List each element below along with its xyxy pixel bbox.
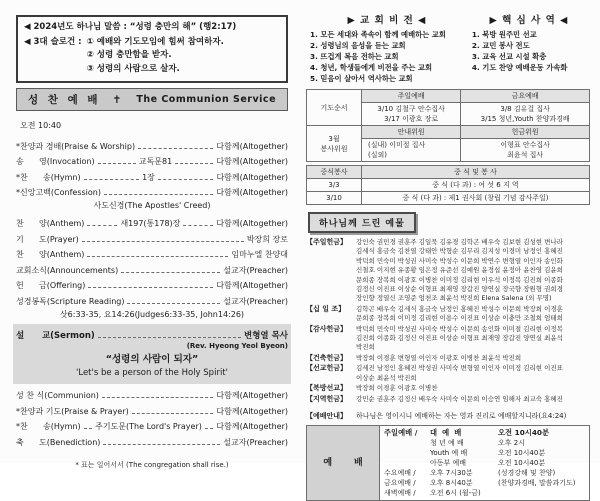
order-right: 박장희 장로 [246,234,288,244]
sunday-prayer-cell [362,103,461,126]
church-vision-section [306,12,468,84]
service-title-korean: 성 찬 예 배 [27,94,101,107]
servers-label-line: 3월 [328,134,340,143]
order-right: 다함께(Altogether) [216,172,289,182]
order-right: 다함께(Altogether) [216,422,288,432]
names-line: 문희종 장복희 이광호 이병찬 이미정 김리현 이우석 이정복 김진희 이종화 [356,275,563,284]
worship-label-cell: 예 배 [307,425,380,500]
prayer-duty-table [306,89,590,162]
offering-names [356,325,590,353]
leader-dots [87,256,228,257]
core-ministry-list [468,29,590,73]
service-time: (성경강해 및 찬양) [498,468,556,477]
order-right: 다함께(Altogether) [216,188,288,198]
servers-label-line: 봉사위원 [320,144,348,153]
service-name: 아동부 예배 [430,458,467,467]
order-center: 새197(통178)장 [120,219,181,229]
friday-service-header: 금요예배 [461,90,590,103]
names-line: 김세식 홍금숙 김찬열 강태안 박형순 김무리 김지성 이경미 남정인 홍혜진 [356,247,563,256]
leader-dots [103,444,220,445]
service-prefix: 금요예배 / [384,478,416,487]
leader-dots [104,194,213,195]
order-row [16,136,288,152]
usher-assignment: (실내) 이미절 집사 [368,141,426,149]
names-line: 문희종 장복희 이미정 김리현 이용수 이진표 이상순 이충만 조철희 엄태희 [356,314,563,323]
order-label: 찬 양(Anthem) [16,250,85,260]
leader-dots [175,163,213,164]
order-row [16,417,288,433]
apostles-creed-line: 사도신경(The Apostles' Creed) [93,201,211,211]
lunch-date: 3/10 [307,192,362,205]
order-row [16,229,288,245]
order-center: 1장 [142,172,155,182]
service-prefix: 주일예배 / [384,427,418,437]
church-vision-list [306,29,468,84]
offering-group-thanksgiving [306,325,590,353]
lunch-service-label: 중식봉사 [307,166,362,179]
core-ministry-title: ▶ 핵 심 사 역 ◀ [489,15,569,26]
vision-item: 2. 성령님의 음성을 듣는 교회 [310,41,406,50]
offering-names [356,305,590,324]
march-servers-label [307,126,362,162]
service-prefix: 새벽예배 / [384,488,416,497]
sermon-row [16,325,288,341]
service-prefix [384,438,430,448]
year-theme-banner [16,15,288,83]
offering-names [356,384,590,393]
leader-dots [127,303,220,304]
leader-dots [205,428,214,429]
vision-item: 3. 뜨겁게 복음 전하는 교회 [310,52,399,61]
service-row [384,458,585,468]
lunch-service-header: 중 식 및 봉 사 [362,166,590,179]
service-title-english: The Communion Service [136,94,277,106]
slogan-block [24,36,280,77]
vision-item: 5. 믿음이 살아서 역사하는 교회 [310,74,413,83]
ministry-item: 4. 기도 찬양 예배운동 가속화 [471,63,568,72]
leader-dots [158,179,214,180]
order-right: 설교자(Preacher) [223,296,288,306]
service-prefix: 수요예배 / [384,468,416,477]
order-row [16,245,288,261]
order-label: 기 도(Prayer) [16,234,79,244]
offering-group-sunday [306,238,590,304]
service-schedule-table [306,425,590,501]
service-title-bar [16,88,288,111]
order-center: 주기도문(The Lord's Prayer) [95,422,202,432]
service-time: 오전 10시40분 [498,458,546,467]
service-name: Youth 예 배 [430,448,468,457]
slogan-item: ① 예배와 기도모임에 힘써 참여하자. [86,36,224,47]
order-right: 설교자(Preacher) [223,265,288,275]
order-center: 교독문81 [138,157,173,167]
service-row [384,448,585,458]
slogan-list [87,36,224,77]
service-time: 오후 2시 [498,438,525,447]
order-row [16,152,288,168]
slogan-item: ③ 성령의 사람으로 살자. [86,63,180,74]
church-vision-title: ▶ 교 회 비 전 ◀ [347,15,427,26]
service-row [384,468,585,478]
worship-guide-line [306,411,590,421]
worship-guide-label: 【예배안내】 [306,411,348,420]
order-row [16,432,288,448]
service-name: 대 예 배 [430,427,462,437]
service-time: 오전 10시40분 [498,448,546,457]
order-label: 교회소식(Announcements) [16,265,119,275]
lunch-service-table [306,165,590,205]
order-right: 다함께(Altogether) [216,406,288,416]
order-row [16,276,288,292]
order-row [16,167,288,183]
offering-group-label: 【주일헌금】 [306,238,348,246]
names-line: 장인향 정열신 조영준 엄천조 최윤석 박진희 Elena Salena (외 무명) [356,294,552,303]
service-name: 오후 7시30분 [430,468,473,477]
leader-dots [183,225,213,226]
year-theme-line: ◀ 2024년도 하나님 말씀 : “성령 충만의 해” (행2:17) [24,22,237,32]
names-line: 김학곤 배우숙 김세식 홍금숙 남정인 홍혜진 박성수 이문희 박장희 이경훈 [356,304,563,313]
page-left-order-of-worship [0,0,300,469]
service-schedule-cell [380,425,590,500]
leader-dots [138,148,213,149]
service-time: 오전 10:40 [20,121,62,131]
prayer-order-label: 기도순서 [307,90,362,126]
offering-names [356,238,590,304]
order-row [16,401,288,417]
sermon-title-english: 'Let's be a person of the Holy Spirit' [76,367,228,378]
leader-dots [82,241,244,242]
page-right-announcements [300,0,600,497]
order-right: 다함께(Altogether) [216,141,288,151]
service-name: 청 년 예 배 [430,438,464,447]
order-right: 임마누엘 찬양대 [231,250,288,260]
sermon-title-korean: “성령의 사람이 되자” [105,353,199,365]
order-label: 성경봉독(Scripture Reading) [16,296,125,306]
offering-assignment: 이형표 안수집사 [500,141,550,149]
ministry-item: 1. 북방 원주민 선교 [471,30,537,39]
leader-dots [132,413,214,414]
offering-group-label: 【지역헌금】 [306,394,348,403]
service-row [384,428,585,438]
leader-dots [98,163,136,164]
offering-group-tithe [306,305,590,324]
service-prefix [384,458,430,468]
ministry-item: 3. 교육 선교 시설 확충 [471,52,547,61]
offering-group-local [306,395,590,404]
usher-assignment: (실외) [368,151,387,159]
order-label: 성 찬 식(Communion) [16,391,99,401]
lunch-detail: 중 식 (다 과) : 여 섯 6 지 역 [362,179,590,192]
order-label: 찬 양(Anthem) [16,219,85,229]
offering-group-building [306,354,590,363]
vision-item: 1. 모든 세대와 족속이 함께 예배하는 교회 [310,30,446,39]
prayer-assignment: 3/17 이광호 장로 [384,115,439,123]
usher-header: 안내위원 [362,126,461,139]
order-right: 다함께(Altogether) [216,157,288,167]
names-line: 박장희 이경훈 변형열 이인자 이광호 이병찬 최윤석 박진희 [356,353,522,362]
offering-names [356,364,590,383]
offerings-section-title: 하나님께 드린 예물 [308,212,416,233]
offering-committee-header: 헌금위원 [461,126,590,139]
rise-footnote: * 표는 일어서서 (The congregation shall rise.) [75,460,229,469]
order-right: 설교자(Preacher) [223,437,288,447]
service-time: 오전 10시40분 [498,427,550,437]
order-row [16,386,288,402]
offering-group-north-mission [306,384,590,393]
service-name: 오후 8시40분 [430,478,473,487]
service-prefix [384,448,430,458]
cross-icon: ✝ [112,93,125,106]
order-row [16,214,288,230]
order-row [16,291,288,307]
lunch-date: 3/3 [307,179,362,192]
names-line: 박진희 [356,343,375,352]
prayer-assignment: 3/8 김유걸 집사 [500,105,550,113]
sermon-label: 설 교(Sermon) [16,330,95,341]
leader-dots [98,337,241,338]
order-label: 헌 금(Offering) [16,281,86,291]
friday-prayer-cell [461,103,590,126]
order-row [16,260,288,276]
order-right: 다함께(Altogether) [216,391,288,401]
leader-dots [88,287,213,288]
names-line: 강민순 권훈주 김정신 배우숙 사미숙 이문희 이승연 임해자 최교숙 홍혜진 [356,394,563,403]
core-ministry-section [468,12,590,84]
order-label: *찬양과 경배(Praise & Worship) [16,141,136,151]
names-line: 박덕희 민숙미 박성권 사미숙 박성수 이문희 송인화 이미절 김리현 이정복 [356,324,563,333]
offering-group-label: 【선교헌금】 [306,364,348,373]
order-label: *찬 송(Hymn) [16,422,81,432]
prayer-assignment: 3/10 김철구 안수집사 [377,105,445,113]
order-right: 다함께(Altogether) [216,281,288,291]
order-label: 송 영(Invocation) [16,157,95,167]
offering-group-label: 【감사헌금】 [306,324,348,333]
service-row [384,438,585,448]
names-line: 강인숙 권민경 권훈주 김일묵 김유경 김학곤 배우숙 김보현 김성현 변나라 [356,238,563,246]
slogan-label: ◀ 3대 슬로건 : [24,36,82,47]
order-label: *신앙고백(Confession) [16,188,101,198]
ministry-item: 2. 교민 봉사 전도 [471,41,530,50]
offering-group-mission [306,364,590,383]
offering-names [356,395,590,404]
slogan-item: ② 성령 충만함을 받자. [86,50,172,61]
usher-cell [362,139,461,162]
names-line: 박덕희 민숙미 박성권 사미숙 박성수 이문희 박연수 변형열 이인자 송인화 [356,256,563,265]
order-label: 축 도(Benediction) [16,437,101,447]
offering-group-label: 【건축헌금】 [306,353,348,362]
offerings-lists [306,238,590,404]
prayer-assignment: 3/15 청년,Youth 찬양과경배 [480,115,570,123]
preacher-name: 변형열 목사 [243,330,288,341]
order-row [16,183,288,199]
order-label: *찬양과 기도(Praise & Prayer) [16,406,129,416]
leader-dots [87,225,117,226]
service-name: 오전 6시 (월-금) [430,488,481,497]
service-row [384,488,585,498]
service-time [498,488,585,498]
offering-committee-cell [461,139,590,162]
offering-group-label: 【북방선교】 [306,384,348,393]
preacher-name-english: (Rev. Hyeong Yeol Byeon) [186,341,288,350]
vision-item: 4. 청년, 학생들에게 비전을 주는 교회 [310,63,433,72]
leader-dots [102,397,214,398]
sermon-block [13,324,291,384]
service-time: (찬양과경배, 말씀과기도) [498,478,576,487]
leader-dots [121,272,220,273]
names-line: 김세진 남정인 홍혜진 박성권 사미숙 변형열 이인자 이미정 김리현 이진표 [356,364,563,373]
names-line: 신철호 이지현 유종황 임은정 유준선 김예원 윤정섭 윤정아 윤찬영 김윤희 [356,266,563,275]
vision-ministry-block [306,12,590,84]
lunch-detail: 중 식 (다 과) : 제1 권사회 (창립 기념 감사주일) [362,192,590,205]
service-row [384,478,585,488]
offering-names [356,354,590,363]
worship-guide-verse: 하나님은 영이시니 예배하는 자는 영과 진리로 예배할지니라(요4:24) [356,411,567,420]
sunday-service-header: 주일예배 [362,90,461,103]
names-line: 김정신 이진표 이상순 이형표 최재영 장갑진 양연실 장국향 장원형 권희경 [356,285,563,294]
scripture-reference-line: 삿6:33-35, 요14:26(Judges6:33-35, John14:26) [59,309,245,319]
names-line: 이상순 최윤석 박진희 [356,373,417,382]
order-of-worship [16,136,288,448]
names-line: 김진희 이종화 김정신 이진표 이상순 이형표 최재영 장갑진 양연실 최윤석 [356,334,563,343]
names-line: 박장희 이경훈 이광호 이병찬 [356,384,438,393]
leader-dots [84,179,140,180]
offering-assignment: 최윤석 집사 [507,151,544,159]
offering-group-label: 【십 일 조】 [306,304,346,313]
order-right: 다함께(Altogether) [216,219,288,229]
order-label: *찬 송(Hymn) [16,172,81,182]
leader-dots [84,428,93,429]
